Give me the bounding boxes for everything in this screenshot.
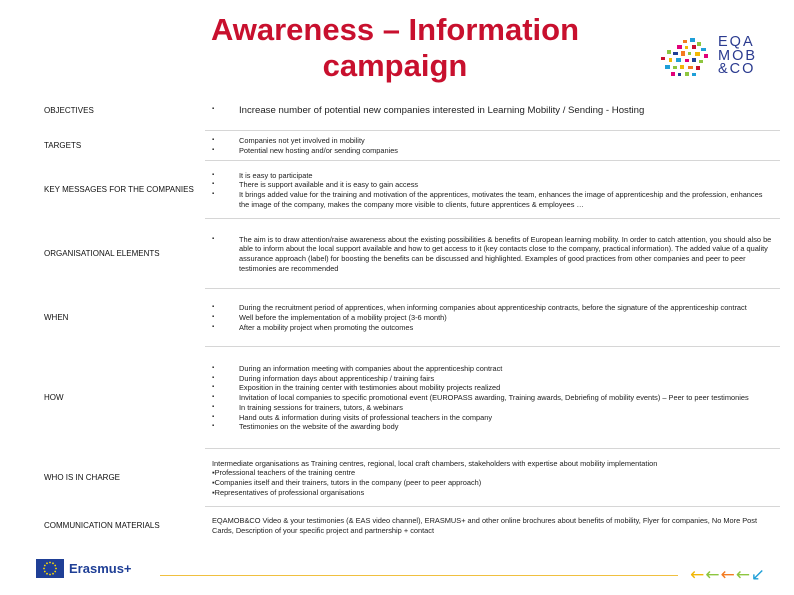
list-item [212, 313, 774, 323]
list-item [212, 235, 774, 274]
row-label: ORGANISATIONAL ELEMENTS [44, 249, 160, 258]
bullet-icon: ▪ [212, 171, 215, 178]
row-label: OBJECTIVES [44, 105, 94, 115]
bullet-icon: ▪ [212, 147, 215, 153]
bullet-icon: ▪ [212, 191, 215, 197]
logo-mosaic-icon [655, 36, 715, 82]
list-item [212, 413, 774, 423]
item-text: Exposition in the training center with testimonies about mobility projects realized [239, 383, 501, 393]
erasmus-label: Erasmus+ [69, 561, 132, 576]
list-item: ▪Professional teachers of the training centre [212, 468, 356, 478]
list-item [212, 190, 774, 209]
item-text: During the recruitment period of apprentices, when informing companies about apprenticeship contracts, before the signature of the apprenticeship contract [239, 303, 747, 313]
eu-flag-icon [36, 559, 64, 578]
bullet-icon: ▪ [212, 181, 215, 188]
row-label: TARGETS [44, 141, 82, 150]
item-text: The aim is to draw attention/raise awareness about the existing possibilities & benefits of European learning mobility. In order to catch attention, you should also be able to inform about the local support available and how to get access to it (key contacts close to the company, practical information). The added value of a quality assurance approach (label) for boosting the benefits can be discussed and highlighted. Examples of good practices from other companies and peer to peer testimonies are recommended [239, 234, 772, 273]
arrow-left-icon: ← [735, 565, 750, 585]
bullet-icon: ▪ [212, 323, 215, 330]
list-item [212, 146, 774, 156]
row-who-is-in-charge [40, 449, 780, 507]
row-content [212, 219, 774, 289]
footer-divider [160, 575, 678, 576]
list-item [212, 374, 774, 384]
logo-line-1: EQA [718, 34, 755, 50]
list-item [212, 105, 774, 117]
row-content [212, 161, 774, 219]
list-item: Intermediate organisations as Training centres, regional, local craft chambers, stakeholders with expertise about mobility implementation [212, 458, 658, 468]
row-label: WHEN [44, 313, 69, 322]
item-text: During an information meeting with companies about the apprenticeship contract [239, 364, 503, 374]
row-organisational-elements [40, 219, 780, 289]
row-content [212, 507, 774, 545]
row-content [212, 449, 774, 507]
item-text: Testimonies on the website of the awarding body [239, 422, 399, 432]
list-item [212, 171, 774, 181]
bullet-icon: ▪ [212, 304, 215, 311]
list-item [212, 383, 774, 393]
list-item [212, 136, 774, 146]
bullet-icon: ▪ [212, 314, 215, 321]
eqamobco-logo [655, 36, 765, 82]
row-content [212, 289, 774, 347]
item-text: In training sessions for trainers, tutors, & webinars [239, 402, 403, 412]
logo-line-3: &CO [718, 61, 756, 77]
logo-line-2: MOB [718, 47, 758, 64]
title-line-2: campaign [322, 48, 468, 83]
item-text: Invitation of local companies to specific promotional event (EUROPASS awarding, Training awards, Debriefing of mobility events) – Peer to peer testimonies [239, 393, 749, 403]
row-communication-materials [40, 507, 780, 545]
row-targets [40, 131, 780, 161]
bullet-icon: ▪ [212, 394, 215, 401]
row-content [212, 131, 774, 161]
erasmus-logo [36, 558, 146, 580]
bullet-icon: ▪ [212, 105, 215, 112]
list-item [212, 303, 774, 313]
item-text: Hand outs & information during visits of professional teachers in the company [239, 412, 493, 422]
arrow-left-icon: ← [690, 565, 705, 585]
list-item [212, 323, 774, 333]
arrow-down-left-icon: ← [746, 562, 771, 588]
title-line-1: Awareness – Information [210, 12, 580, 47]
list-item: ▪Representatives of professional organisations [212, 487, 365, 497]
row-content [212, 90, 774, 131]
list-item [212, 180, 774, 190]
item-text: Increase number of potential new companies interested in Learning Mobility / Sending - Hosting [239, 104, 645, 116]
row-objectives [40, 90, 780, 131]
footer-arrows [690, 562, 771, 588]
bullet-icon: ▪ [212, 137, 215, 144]
row-content [212, 347, 774, 449]
item-text: During information days about apprenticeship / training fairs [239, 373, 435, 383]
list-item [212, 422, 774, 432]
list-item [212, 393, 774, 403]
row-label: COMMUNICATION MATERIALS [44, 521, 160, 530]
item-text: EQAMOB&CO Video & your testimonies (& EAS video channel), ERASMUS+ and other online brochures about benefits of mobility, Flyer for companies, No More Post Cards, Description of your specific project and partnership + contact [212, 516, 758, 535]
arrow-left-icon: ← [720, 565, 735, 585]
item-text: It is easy to participate [239, 170, 313, 180]
bullet-icon: ▪ [212, 403, 215, 410]
item-text: After a mobility project when promoting the outcomes [239, 322, 414, 332]
bullet-icon: ▪ [212, 374, 215, 381]
arrow-left-icon: ← [705, 565, 720, 585]
bullet-icon: ▪ [212, 384, 215, 391]
bullet-icon: ▪ [212, 423, 215, 430]
row-key-messages [40, 161, 780, 219]
row-label: KEY MESSAGES FOR THE COMPANIES [44, 185, 194, 194]
list-item [212, 403, 774, 413]
item-text: Potential new hosting and/or sending companies [239, 146, 399, 155]
bullet-icon: ▪ [212, 413, 215, 420]
item-text: There is support available and it is easy to gain access [239, 180, 419, 190]
item-text: It brings added value for the training and motivation of the apprentices, motivates the team, enhances the image of apprenticeship and the profession, enhances the image of the company, makes the company more visible to clients, future apprentices & employees … [239, 190, 763, 209]
row-when [40, 289, 780, 347]
list-item [212, 364, 774, 374]
item-text: Companies not yet involved in mobility [239, 136, 365, 146]
bullet-icon: ▪ [212, 235, 215, 242]
row-how [40, 347, 780, 449]
page-title [150, 12, 640, 84]
bullet-icon: ▪ [212, 365, 215, 372]
item-text: Well before the implementation of a mobility project (3-6 month) [239, 313, 447, 323]
row-label: WHO IS IN CHARGE [44, 473, 121, 482]
list-item: ▪Companies itself and their trainers, tutors in the company (peer to peer approach) [212, 478, 482, 487]
row-label: HOW [44, 393, 64, 402]
logo-wordmark [718, 36, 766, 77]
